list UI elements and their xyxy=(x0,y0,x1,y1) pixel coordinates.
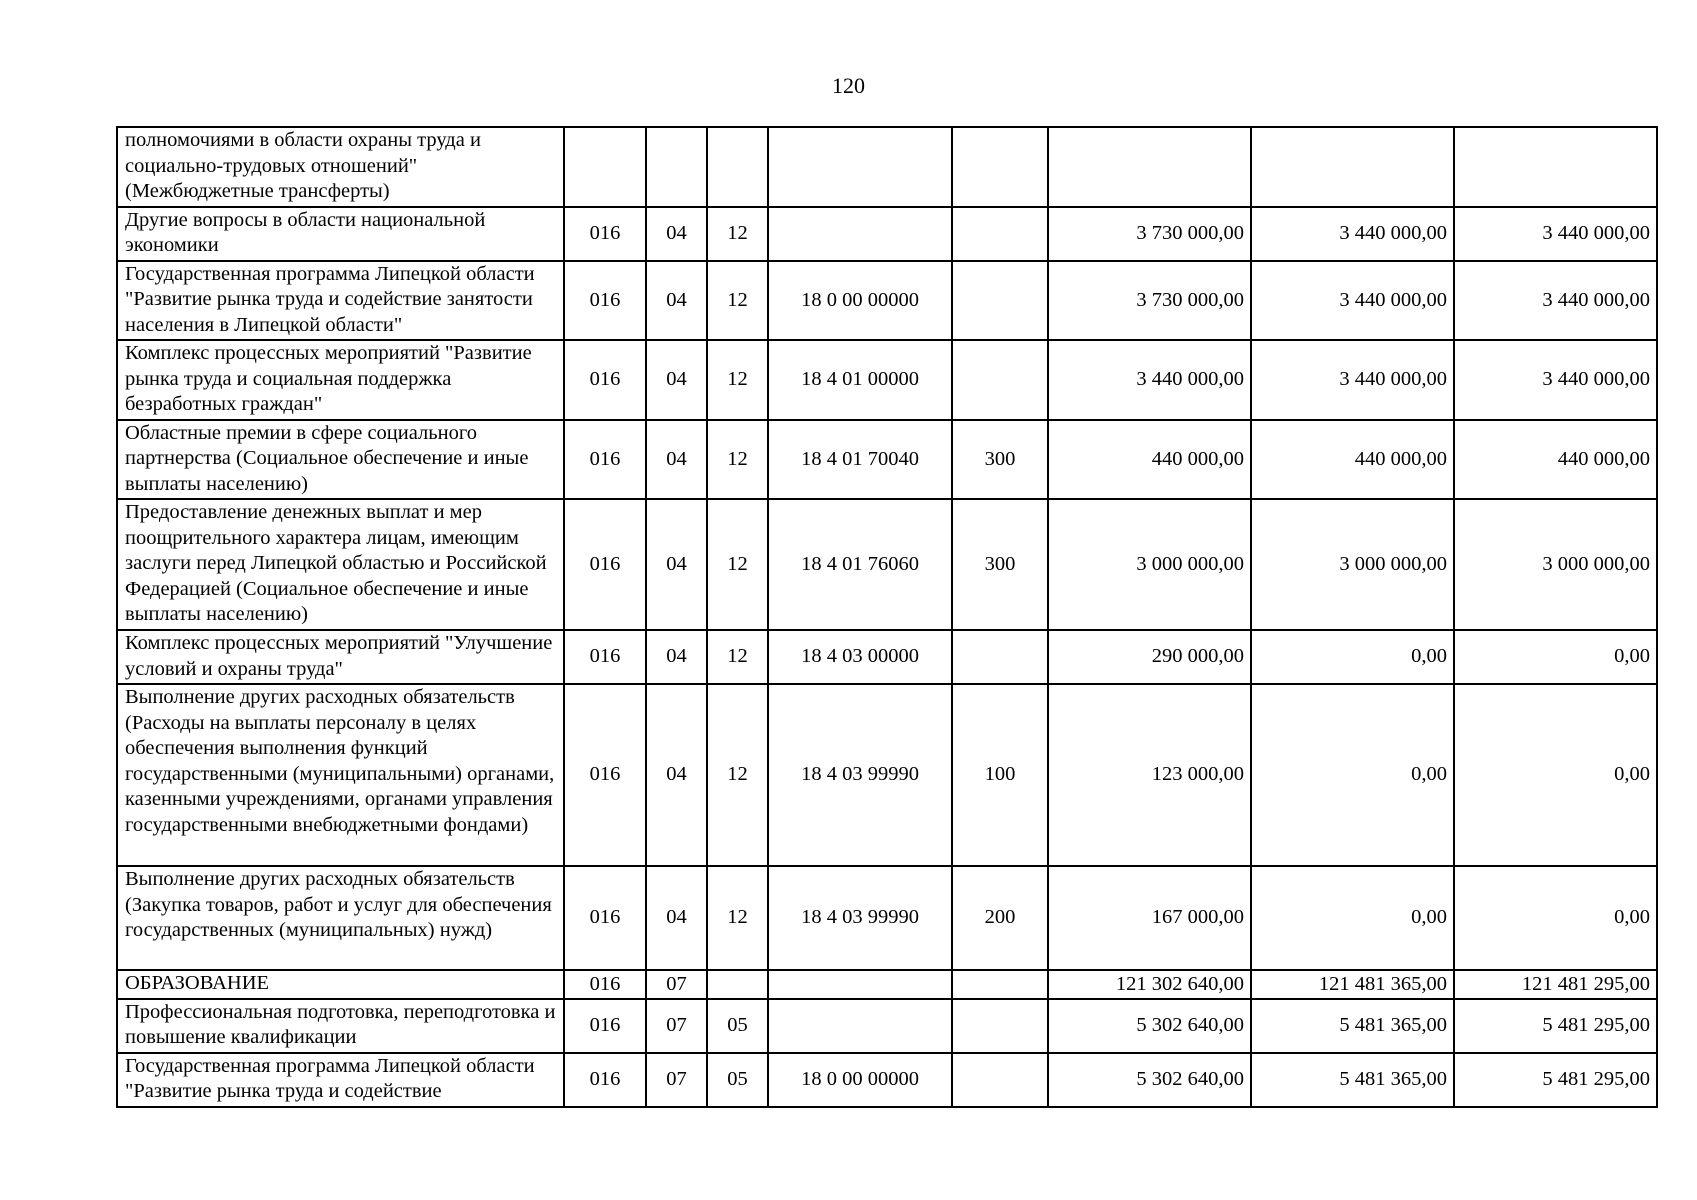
cell-section: 04 xyxy=(646,866,707,970)
cell-amount-3: 440 000,00 xyxy=(1454,420,1657,500)
cell-subsection: 12 xyxy=(707,261,768,341)
cell-ministry: 016 xyxy=(564,999,646,1053)
cell-amount-3: 121 481 295,00 xyxy=(1454,970,1657,999)
cell-amount-1: 440 000,00 xyxy=(1048,420,1251,500)
cell-section: 04 xyxy=(646,684,707,866)
cell-amount-2: 3 440 000,00 xyxy=(1251,207,1454,261)
cell-expense-type xyxy=(952,970,1048,999)
cell-description: Выполнение других расходных обязательств (Закупка товаров, работ и услуг для обеспечения государственных (муниципальных) нужд) xyxy=(117,866,564,970)
cell-subsection xyxy=(707,970,768,999)
cell-amount-1: 5 302 640,00 xyxy=(1048,999,1251,1053)
cell-ministry xyxy=(564,127,646,207)
cell-section: 04 xyxy=(646,630,707,684)
cell-amount-3: 0,00 xyxy=(1454,684,1657,866)
cell-ministry: 016 xyxy=(564,866,646,970)
cell-section xyxy=(646,127,707,207)
cell-amount-1: 290 000,00 xyxy=(1048,630,1251,684)
table-row xyxy=(117,420,1657,500)
cell-amount-3: 5 481 295,00 xyxy=(1454,999,1657,1053)
cell-amount-2: 0,00 xyxy=(1251,630,1454,684)
cell-description: Областные премии в сфере социального партнерства (Социальное обеспечение и иные выплаты населению) xyxy=(117,420,564,500)
cell-subsection: 12 xyxy=(707,866,768,970)
cell-expense-type xyxy=(952,207,1048,261)
cell-target-article: 18 4 01 76060 xyxy=(768,499,952,630)
table-row xyxy=(117,499,1657,630)
cell-description: Государственная программа Липецкой области "Развитие рынка труда и содействие занятости населения в Липецкой области" xyxy=(117,261,564,341)
cell-amount-3 xyxy=(1454,127,1657,207)
cell-ministry: 016 xyxy=(564,340,646,420)
cell-expense-type: 200 xyxy=(952,866,1048,970)
cell-subsection: 12 xyxy=(707,207,768,261)
cell-amount-1: 5 302 640,00 xyxy=(1048,1053,1251,1107)
cell-ministry: 016 xyxy=(564,1053,646,1107)
cell-ministry: 016 xyxy=(564,499,646,630)
cell-expense-type: 100 xyxy=(952,684,1048,866)
cell-amount-1: 3 440 000,00 xyxy=(1048,340,1251,420)
cell-subsection: 12 xyxy=(707,684,768,866)
cell-amount-3: 0,00 xyxy=(1454,866,1657,970)
cell-target-article xyxy=(768,207,952,261)
cell-ministry: 016 xyxy=(564,970,646,999)
cell-ministry: 016 xyxy=(564,261,646,341)
cell-amount-1: 121 302 640,00 xyxy=(1048,970,1251,999)
cell-amount-1: 123 000,00 xyxy=(1048,684,1251,866)
cell-ministry: 016 xyxy=(564,207,646,261)
cell-section: 04 xyxy=(646,499,707,630)
cell-expense-type xyxy=(952,340,1048,420)
cell-target-article xyxy=(768,999,952,1053)
cell-amount-3: 3 000 000,00 xyxy=(1454,499,1657,630)
cell-subsection: 05 xyxy=(707,999,768,1053)
table-row xyxy=(117,207,1657,261)
cell-expense-type xyxy=(952,999,1048,1053)
cell-description: полномочиями в области охраны труда и социально-трудовых отношений" (Межбюджетные трансферты) xyxy=(117,127,564,207)
cell-expense-type xyxy=(952,127,1048,207)
cell-amount-2: 3 000 000,00 xyxy=(1251,499,1454,630)
cell-amount-3: 3 440 000,00 xyxy=(1454,261,1657,341)
cell-expense-type: 300 xyxy=(952,420,1048,500)
cell-expense-type: 300 xyxy=(952,499,1048,630)
cell-amount-2: 121 481 365,00 xyxy=(1251,970,1454,999)
budget-table-body xyxy=(117,127,1657,1107)
cell-description: Предоставление денежных выплат и мер поощрительного характера лицам, имеющим заслуги перед Липецкой областью и Российской Федерацией (Социальное обеспечение и иные выплаты населению) xyxy=(117,499,564,630)
cell-amount-2: 0,00 xyxy=(1251,684,1454,866)
cell-subsection: 12 xyxy=(707,420,768,500)
cell-expense-type xyxy=(952,261,1048,341)
cell-amount-1: 3 730 000,00 xyxy=(1048,261,1251,341)
cell-section: 07 xyxy=(646,999,707,1053)
cell-amount-2: 0,00 xyxy=(1251,866,1454,970)
cell-ministry: 016 xyxy=(564,420,646,500)
table-row xyxy=(117,866,1657,970)
cell-subsection: 12 xyxy=(707,499,768,630)
table-row xyxy=(117,970,1657,999)
cell-amount-2: 3 440 000,00 xyxy=(1251,261,1454,341)
cell-target-article: 18 4 01 70040 xyxy=(768,420,952,500)
cell-subsection xyxy=(707,127,768,207)
cell-target-article xyxy=(768,970,952,999)
cell-ministry: 016 xyxy=(564,630,646,684)
cell-description: Другие вопросы в области национальной экономики xyxy=(117,207,564,261)
cell-description: ОБРАЗОВАНИЕ xyxy=(117,970,564,999)
cell-amount-2: 5 481 365,00 xyxy=(1251,999,1454,1053)
cell-amount-3: 0,00 xyxy=(1454,630,1657,684)
cell-target-article xyxy=(768,127,952,207)
cell-section: 04 xyxy=(646,207,707,261)
cell-subsection: 05 xyxy=(707,1053,768,1107)
budget-table xyxy=(116,126,1658,1108)
table-row xyxy=(117,999,1657,1053)
cell-target-article: 18 0 00 00000 xyxy=(768,261,952,341)
cell-amount-3: 5 481 295,00 xyxy=(1454,1053,1657,1107)
cell-section: 04 xyxy=(646,261,707,341)
cell-section: 04 xyxy=(646,340,707,420)
cell-description: Выполнение других расходных обязательств (Расходы на выплаты персоналу в целях обеспечения выполнения функций государственными (муниципальными) органами, казенными учреждениями, органами управления государственными внебюджетными фондами) xyxy=(117,684,564,866)
cell-description: Комплекс процессных мероприятий "Развитие рынка труда и социальная поддержка безработных граждан" xyxy=(117,340,564,420)
cell-amount-2 xyxy=(1251,127,1454,207)
cell-amount-1 xyxy=(1048,127,1251,207)
cell-expense-type xyxy=(952,1053,1048,1107)
cell-amount-2: 3 440 000,00 xyxy=(1251,340,1454,420)
cell-subsection: 12 xyxy=(707,630,768,684)
cell-target-article: 18 0 00 00000 xyxy=(768,1053,952,1107)
table-row xyxy=(117,630,1657,684)
cell-amount-3: 3 440 000,00 xyxy=(1454,207,1657,261)
cell-amount-2: 5 481 365,00 xyxy=(1251,1053,1454,1107)
cell-description: Профессиональная подготовка, переподготовка и повышение квалификации xyxy=(117,999,564,1053)
cell-description: Комплекс процессных мероприятий "Улучшение условий и охраны труда" xyxy=(117,630,564,684)
page-number: 120 xyxy=(832,73,865,98)
cell-subsection: 12 xyxy=(707,340,768,420)
cell-ministry: 016 xyxy=(564,684,646,866)
table-row xyxy=(117,127,1657,207)
table-row xyxy=(117,340,1657,420)
cell-amount-1: 3 730 000,00 xyxy=(1048,207,1251,261)
cell-amount-1: 3 000 000,00 xyxy=(1048,499,1251,630)
table-row xyxy=(117,684,1657,866)
cell-target-article: 18 4 03 00000 xyxy=(768,630,952,684)
cell-amount-3: 3 440 000,00 xyxy=(1454,340,1657,420)
cell-expense-type xyxy=(952,630,1048,684)
cell-section: 07 xyxy=(646,970,707,999)
cell-target-article: 18 4 03 99990 xyxy=(768,684,952,866)
cell-description: Государственная программа Липецкой области "Развитие рынка труда и содействие xyxy=(117,1053,564,1107)
cell-section: 04 xyxy=(646,420,707,500)
cell-amount-1: 167 000,00 xyxy=(1048,866,1251,970)
cell-target-article: 18 4 03 99990 xyxy=(768,866,952,970)
table-row xyxy=(117,1053,1657,1107)
cell-section: 07 xyxy=(646,1053,707,1107)
cell-target-article: 18 4 01 00000 xyxy=(768,340,952,420)
table-row xyxy=(117,261,1657,341)
cell-amount-2: 440 000,00 xyxy=(1251,420,1454,500)
